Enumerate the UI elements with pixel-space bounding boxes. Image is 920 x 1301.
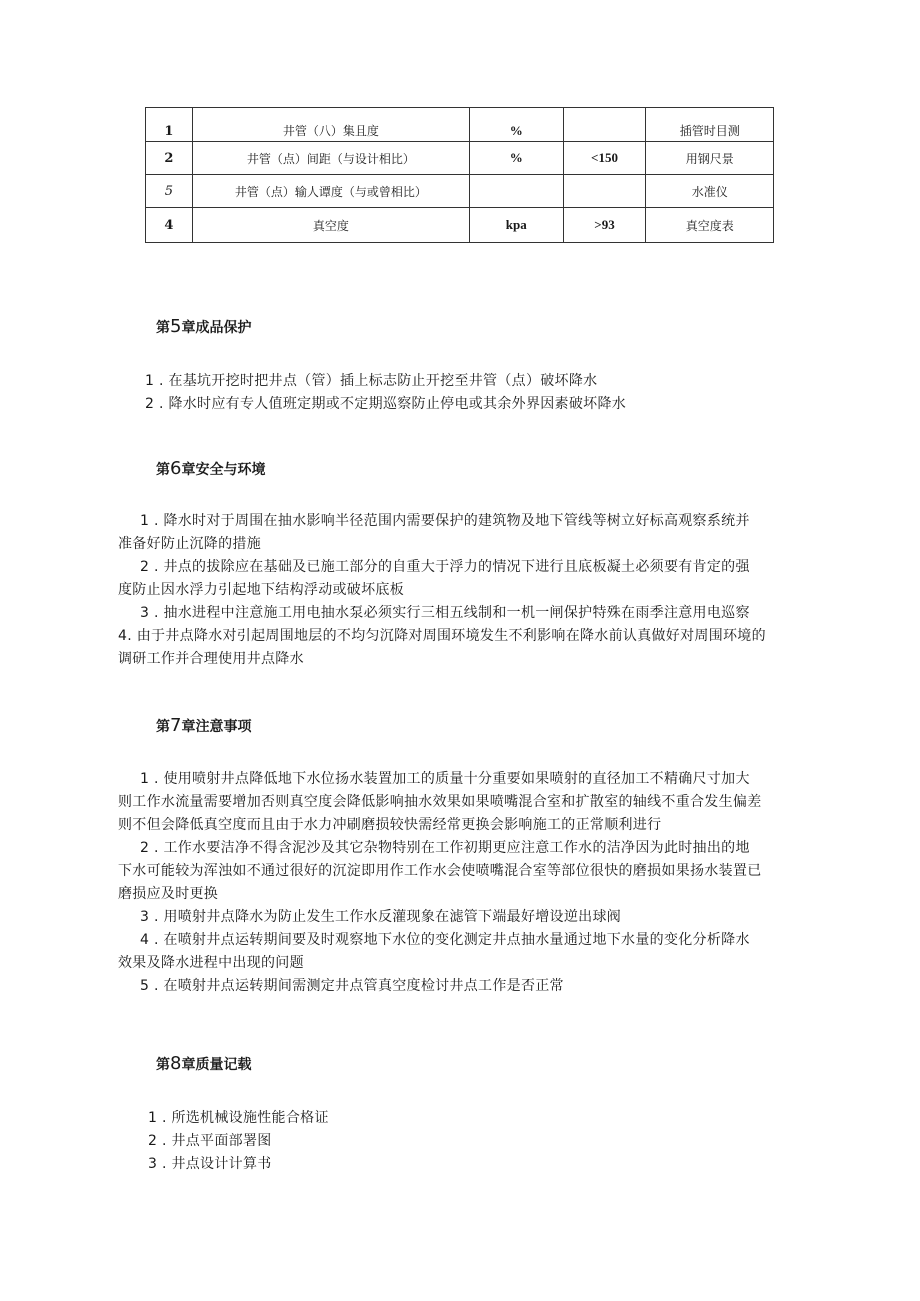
text-line: 则工作水流量需要增加否则真空度会降低影响抽水效果如果喷嘴混合室和扩散室的轴线不重合发生偏差	[118, 794, 762, 810]
check-method: 用钢尺景	[646, 142, 774, 175]
chapter-5-list	[145, 370, 795, 416]
unit: %	[469, 108, 563, 142]
table-row	[146, 208, 774, 243]
row-number: 1	[146, 108, 193, 142]
list-item: 1 . 在基坑开挖时把井点（管）插上标志防止开挖至井管（点）破坏降水	[145, 373, 598, 389]
check-item: 真空度	[192, 208, 469, 243]
text-line: 则不但会降低真空度而且由于水力冲刷磨损较快需经常更换会影响施工的正常顺利进行	[118, 817, 662, 833]
text-line: 3 . 抽水进程中注意施工用电抽水泵必须实行三相五线制和一机一闸保护特殊在雨季注意用电巡察	[140, 605, 750, 621]
text-line: 5 . 在喷射井点运转期间需测定井点管真空度检讨井点工作是否正常	[140, 978, 564, 994]
chapter-5-heading: 第5章成品保护	[156, 316, 252, 337]
table-row	[146, 175, 774, 208]
allowed-value	[563, 175, 646, 208]
list-item: 2 . 井点平面部署图	[148, 1133, 272, 1149]
text-line: 4 . 在喷射井点运转期间要及时观察地下水位的变化测定井点抽水量通过地下水量的变化分析降水	[140, 932, 750, 948]
text-line: 1 . 降水时对于周围在抽水影响半径范围内需要保护的建筑物及地下管线等树立好标高观察系统并	[140, 513, 750, 529]
row-number: 2	[146, 142, 193, 175]
text-line: 2 . 井点的拔除应在基础及已施工部分的自重大于浮力的情况下进行且底板凝土必须要有肯定的强	[140, 559, 750, 575]
chapter-8-list	[148, 1107, 798, 1176]
check-item: 井管（点）间距（与设计相比）	[192, 142, 469, 175]
chapter-8-heading: 第8章质量记载	[156, 1053, 252, 1074]
unit: kpa	[469, 208, 563, 243]
chapter-7-body	[118, 768, 808, 998]
table-row	[146, 142, 774, 175]
allowed-value	[563, 108, 646, 142]
list-item: 2 . 降水时应有专人值班定期或不定期巡察防止停电或其余外界因素破坏降水	[145, 396, 627, 412]
check-item: 井管（八）集且度	[192, 108, 469, 142]
allowed-value: >93	[563, 208, 646, 243]
text-line: 3 . 用喷射井点降水为防止发生工作水反灌现象在滤管下端最好增设逆出球阀	[140, 909, 622, 925]
unit: %	[469, 142, 563, 175]
text-line: 磨损应及时更换	[118, 886, 219, 902]
text-line: 度防止因水浮力引起地下结构浮动或破坏底板	[118, 582, 404, 598]
quality-check-table	[145, 107, 774, 243]
row-number: 5	[146, 175, 193, 208]
check-method: 真空度表	[646, 208, 774, 243]
check-item: 井管（点）输人谭度（与或曾相比）	[192, 175, 469, 208]
chapter-6-heading: 第6章安全与环境	[156, 458, 266, 479]
unit	[469, 175, 563, 208]
text-line: 调研工作并合理使用井点降水	[118, 651, 304, 667]
text-line: 效果及降水进程中出现的问题	[118, 955, 304, 971]
table-row	[146, 108, 774, 142]
list-item: 1 . 所选机械设施性能合格证	[148, 1110, 329, 1126]
list-item: 3 . 井点设计计算书	[148, 1156, 272, 1172]
text-line: 下水可能较为浑浊如不通过很好的沉淀即用作工作水会使喷嘴混合室等部位很快的磨损如果扬水装置已	[118, 863, 762, 879]
chapter-6-body	[118, 510, 808, 671]
row-number: 4	[146, 208, 193, 243]
check-method: 插管时目测	[646, 108, 774, 142]
text-line: 2 . 工作水要洁净不得含泥沙及其它杂物特别在工作初期更应注意工作水的洁净因为此时抽出的地	[140, 840, 750, 856]
chapter-7-heading: 第7章注意事项	[156, 715, 252, 736]
text-line: 4. 由于井点降水对引起周围地层的不均匀沉降对周围环境发生不利影响在降水前认真做好对周围环境的	[118, 628, 766, 644]
text-line: 准备好防止沉降的措施	[118, 536, 261, 552]
text-line: 1 . 使用喷射井点降低地下水位扬水装置加工的质量十分重要如果喷射的直径加工不精确尺寸加大	[140, 771, 750, 787]
allowed-value: <150	[563, 142, 646, 175]
check-method: 水准仪	[646, 175, 774, 208]
